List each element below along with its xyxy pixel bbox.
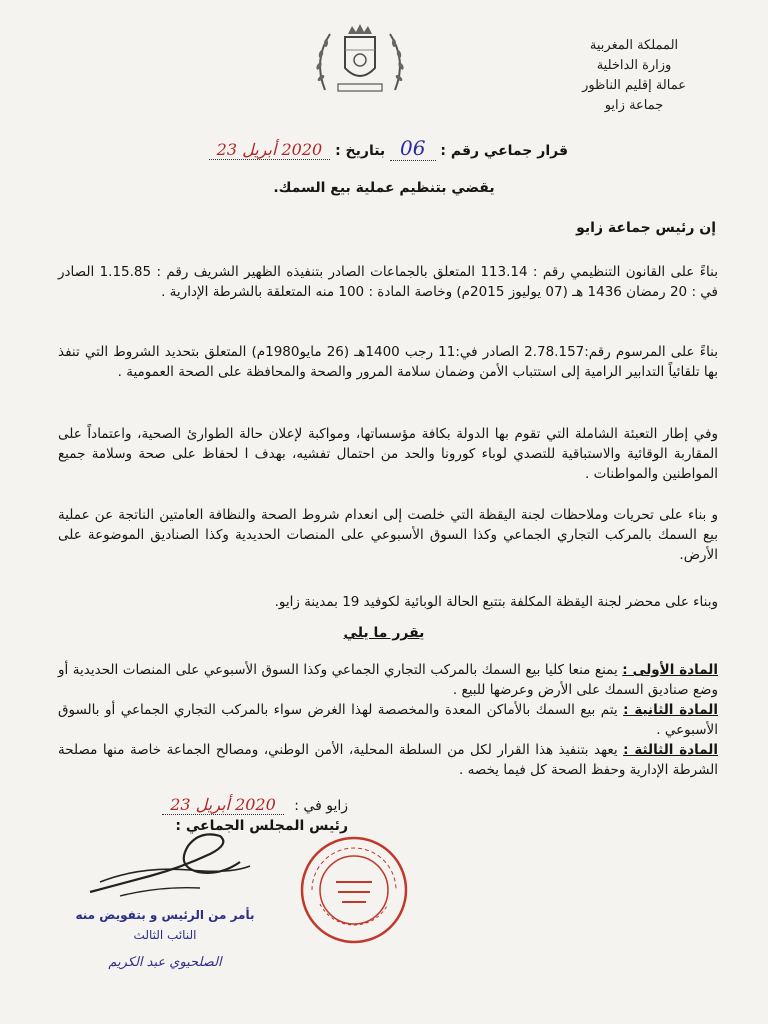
sign-date: 2020 أبريل 23 — [162, 795, 284, 815]
sign-place-label: زايو في : — [294, 798, 348, 814]
handwritten-signature-icon — [80, 826, 260, 906]
president-intro: إن رئيس جماعة زايو — [576, 220, 716, 236]
article-label: المادة الأولى : — [622, 662, 718, 678]
preamble-paragraph: بناءً على المرسوم رقم:2.78.157 الصادر في:11 رجب 1400هـ (26 مايو1980م) المتعلق بتحديد الشروط التي تنفذ بها تلقائياً التدابير الرامية إلى استتباب الأمن وضمان سلامة المرور والصحة والمحافظة على الصحة العمومية . — [58, 344, 719, 380]
official-stamp-icon — [298, 834, 410, 946]
delegation-role: النائب الثالث — [133, 928, 197, 942]
article-item — [58, 660, 718, 700]
decree-date-label: بتاريخ : — [335, 143, 386, 159]
decides-heading: يقرر ما يلي — [343, 625, 425, 641]
preamble-paragraph: و بناء على تحريات وملاحظات لجنة اليقظة التي خلصت إلى انعدام شروط الصحة والنظافة العامتين الناتجة عن عملية بيع السمك بالمركب التجاري الجماعي وكذا السوق الأسبوعي على المنصات الحديدية وكذا الصناديق الموضوعة على الأرض. — [58, 507, 718, 563]
letterhead-commune: جماعة زايو — [604, 98, 664, 113]
letterhead-ministry: وزارة الداخلية — [596, 58, 672, 73]
article-text: يمنع منعا كليا بيع السمك بالمركب التجاري الجماعي وكذا السوق الأسبوعي على المنصات الحديدية أو وضع صناديق السمك على الأرض وعرضها للبيع . — [58, 662, 718, 698]
article-text: يعهد بتنفيذ هذا القرار لكل من السلطة المحلية، الأمن الوطني، ومصالح الجماعة خاصة منها مصلحة الشرطة الإدارية وحفظ الصحة كل فيما يخصه . — [58, 742, 718, 778]
letterhead-kingdom: المملكة المغربية — [589, 38, 679, 53]
article-item — [58, 700, 718, 740]
royal-emblem-icon — [305, 20, 415, 100]
article-text: يتم بيع السمك بالأماكن المعدة والمخصصة لهذا الغرض سواء بالمركب التجاري الجماعي أو بالسوق الأسبوعي . — [58, 702, 718, 738]
signatory-title: رئيس المجلس الجماعي : — [175, 818, 348, 834]
delegation-name: الصلحيوي عبد الكريم — [108, 955, 222, 970]
letterhead — [582, 36, 686, 116]
decree-number: 06 — [390, 136, 435, 161]
decree-line — [209, 136, 568, 160]
letterhead-prefecture: عمالة إقليم الناظور — [582, 78, 686, 93]
article-label: المادة الثانية : — [623, 702, 718, 718]
decree-date: 2020 أبريل 23 — [209, 140, 331, 160]
articles-block — [58, 660, 718, 780]
delegation-block — [60, 905, 270, 973]
delegation-order: بأمر من الرئيس و بتفويض منه — [75, 908, 255, 922]
preamble-paragraph: بناءً على القانون التنظيمي رقم : 113.14 المتعلق بالجماعات الصادر بتنفيذه الظهير الشريف رقم : 1.15.85 الصادر في : 20 رمضان 1436 هـ (07 يوليوز 2015م) وخاصة المادة : 100 منه المتعلقة بالشرطة الإدارية . — [58, 264, 718, 300]
decree-subject: يقضي بتنظيم عملية بيع السمك. — [273, 180, 495, 196]
decree-number-label: قرار جماعي رقم : — [440, 143, 568, 159]
sign-date-line — [162, 795, 348, 814]
preamble-paragraph: وبناء على محضر لجنة اليقظة المكلفة بتتبع الحالة الوبائية لكوفيد 19 بمدينة زايو. — [274, 594, 718, 610]
preamble-paragraph: وفي إطار التعبئة الشاملة التي تقوم بها الدولة بكافة مؤسساتها، ومواكبة لإعلان حالة الطوارئ الصحية، واعتماداً على المقاربة الوقائية والاستباقية للتصدي لوباء كورونا والحد من احتمال تفشيه، بهدف ا لحفاظ على صحة وسلامة جميع المواطنين والمواطنات . — [58, 426, 718, 482]
article-label: المادة الثالثة : — [623, 742, 718, 758]
article-item — [58, 740, 718, 780]
